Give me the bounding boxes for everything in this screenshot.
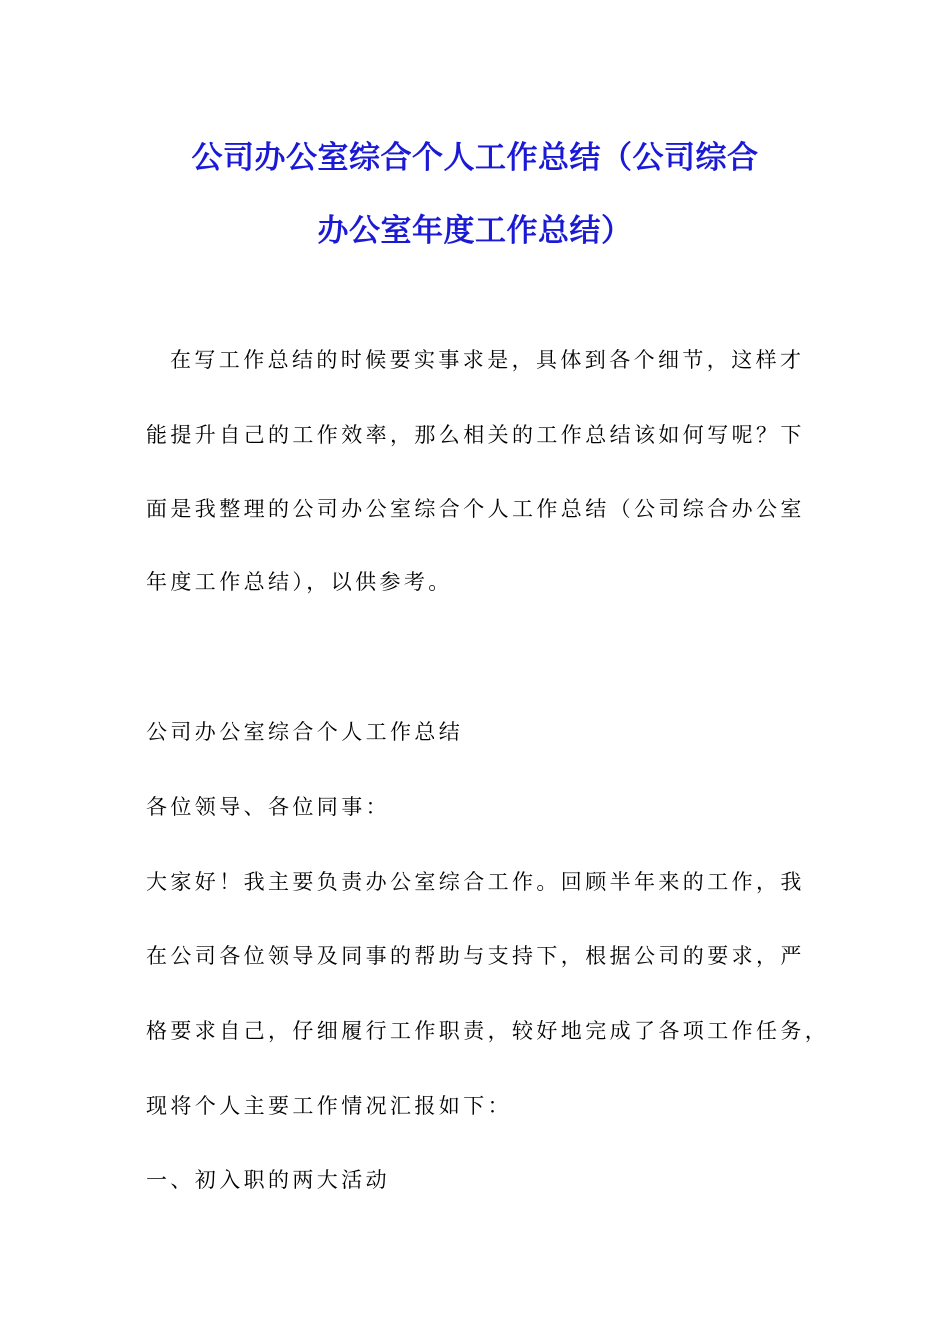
greeting: 各位领导、各位同事： [146, 795, 390, 819]
intro-line-2: 能提升自己的工作效率，那么相关的工作总结该如何写呢？下 [146, 423, 805, 447]
document-title [145, 122, 805, 268]
body-line-2: 在公司各位领导及同事的帮助与支持下，根据公司的要求，严 [146, 944, 805, 968]
heading-1: 一、初入职的两大活动 [146, 1168, 390, 1192]
body-line-3: 格要求自己，仔细履行工作职责，较好地完成了各项工作任务， [146, 1019, 830, 1043]
intro-line-4: 年度工作总结），以供参考。 [146, 570, 453, 594]
title-line-1: 公司办公室综合个人工作总结（公司综合 [191, 140, 759, 176]
intro-line-3: 面是我整理的公司办公室综合个人工作总结（公司综合办公室 [146, 497, 805, 521]
section-title: 公司办公室综合个人工作总结 [146, 720, 464, 744]
intro-line-1: 在写工作总结的时候要实事求是，具体到各个细节，这样才 [170, 348, 805, 372]
title-line-2: 办公室年度工作总结） [317, 213, 633, 249]
body-line-4: 现将个人主要工作情况汇报如下： [146, 1094, 512, 1118]
body-line-1: 大家好！我主要负责办公室综合工作。回顾半年来的工作，我 [146, 870, 805, 894]
